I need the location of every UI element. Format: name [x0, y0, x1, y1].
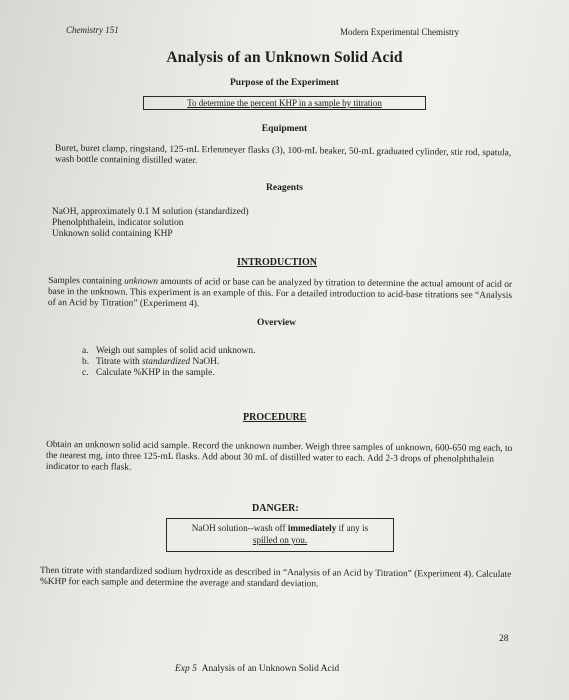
titration-text: Then titrate with standardized sodium hydroxide as described in “Analysis of an Acid by Titration” (Experiment 4). Calculate %KHP for each sample and determine the average and standard deviation.	[39, 565, 512, 590]
procedure-text: Obtain an unknown solid acid sample. Record the unknown number. Weigh three samples of unknown, 600-650 mg each, to the nearest mg, into three 125-mL flasks. Add about 30 mL of distilled water to each. Add 2-3 drops of phenolphthalein indicator to each flask.	[45, 439, 513, 474]
list-label: b.	[82, 357, 90, 368]
reagents-list	[52, 207, 352, 241]
equipment-text: Buret, buret clamp, ringstand, 125-mL Erlenmeyer flasks (3), 100-mL beaker, 50-mL graduated cylinder, stir rod, spatula, wash bottle containing distilled water.	[54, 143, 512, 167]
intro-part-2: amounts of acid or base can be analyzed by titration to determine the actual amount of acid or base in the unknown. This experiment is an example of this. For a detailed introduction to acid-base titrations see “Analysis of an Acid by Titration” (Experiment 4).	[47, 276, 513, 310]
list-item	[82, 368, 255, 379]
reagent-item: Unknown solid containing KHP	[52, 229, 173, 240]
list-text-pre: Titrate with	[96, 357, 143, 368]
list-text-italic: standardized	[142, 357, 191, 368]
danger-line-2: spilled on you.	[252, 534, 308, 545]
list-text: Weigh out samples of solid acid unknown.	[96, 346, 256, 356]
list-text: Calculate %KHP in the sample.	[96, 368, 215, 379]
header-book-title: Modern Experimental Chemistry	[340, 27, 459, 37]
danger-post: if any is	[336, 523, 369, 533]
page-title: Analysis of an Unknown Solid Acid	[166, 49, 403, 66]
purpose-heading: Purpose of the Experiment	[230, 78, 339, 88]
reagents-heading: Reagents	[266, 183, 303, 193]
danger-pre: NaOH solution--wash off	[191, 523, 288, 533]
page-number: 28	[499, 634, 509, 644]
purpose-box	[143, 96, 426, 110]
list-label: a.	[82, 346, 89, 356]
footer-exp: Exp 5	[175, 664, 197, 674]
footer	[175, 664, 339, 674]
list-text-post: NaOH.	[190, 357, 220, 368]
danger-box	[166, 518, 394, 552]
intro-italic: unknown	[124, 276, 159, 287]
list-item	[82, 346, 255, 357]
purpose-text: To determine the percent KHP in a sample by titration	[187, 98, 382, 108]
reagent-item: Phenolphthalein, indicator solution	[52, 218, 184, 229]
reagent-item: NaOH, approximately 0.1 M solution (standardized)	[52, 207, 249, 217]
introduction-heading: INTRODUCTION	[237, 257, 318, 268]
procedure-heading: PROCEDURE	[243, 412, 307, 423]
intro-part-1: Samples containing	[48, 275, 125, 287]
danger-heading: DANGER:	[252, 503, 299, 514]
overview-heading: Overview	[257, 318, 297, 328]
list-label: c.	[82, 368, 89, 379]
danger-line-1	[167, 523, 393, 535]
introduction-text	[48, 276, 520, 314]
header-course: Chemistry 151	[66, 25, 119, 35]
equipment-heading: Equipment	[261, 124, 308, 134]
overview-list	[82, 346, 255, 380]
list-item	[82, 357, 255, 368]
footer-title: Analysis of an Unknown Solid Acid	[201, 664, 340, 674]
danger-bold: immediately	[287, 523, 337, 533]
